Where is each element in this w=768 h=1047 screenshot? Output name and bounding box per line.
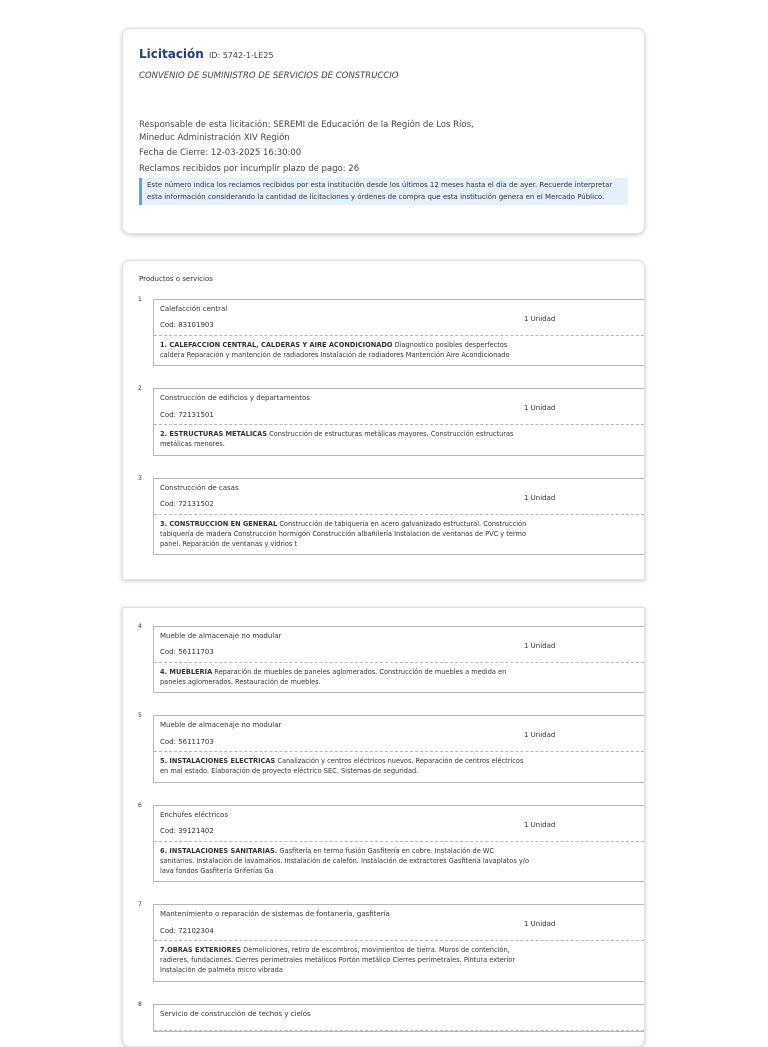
products-card	[122, 260, 645, 580]
product-item	[138, 385, 628, 455]
desc-text: Construcción de tabiquería en acero galvanizado estructural. Construcción tabiquería de madera Construcción hormigón Construcción albañilería Instalación de ventanas de PVC y termo panel. Reparación de ventanas y vidrios t	[160, 519, 527, 548]
item-number: 1	[138, 296, 142, 303]
product-box	[153, 299, 645, 366]
product-quantity: 1 Unidad	[524, 642, 556, 650]
product-code: Cod: 56111703	[160, 737, 214, 746]
tender-id: ID: 5742-1-LE25	[208, 51, 274, 60]
desc-lead: 5. INSTALACIONES ELECTRICAS	[160, 757, 276, 766]
product-name: Enchufes eléctricos	[160, 810, 228, 819]
product-header	[154, 716, 645, 752]
product-code: Cod: 72131502	[160, 500, 214, 509]
product-item	[138, 623, 628, 693]
product-name: Mueble de almacenaje no modular	[160, 721, 282, 730]
product-item	[138, 901, 628, 982]
product-description	[154, 752, 536, 781]
desc-text: Gasfitería en termo fusión Gasfitería en cobre. Instalación de WC sanitarios. Instalación de lavamanos. Instalación de calefón. Instalación de extractores Gasfitería lavaplatos y/o lava fondos Gasfitería Griferías Ga	[160, 846, 530, 875]
product-quantity: 1 Unidad	[524, 731, 556, 740]
product-description	[154, 842, 536, 882]
product-code: Cod: 83101903	[160, 321, 214, 330]
product-box	[153, 478, 645, 556]
product-box	[153, 626, 645, 693]
product-code: Cod: 72102304	[160, 926, 214, 935]
product-box	[153, 1004, 645, 1032]
item-number: 4	[138, 623, 142, 630]
product-name: Calefacción central	[160, 305, 228, 313]
product-description	[154, 663, 536, 692]
product-item	[138, 1000, 628, 1032]
claims-info-box: Este número indica los reclamos recibidos por esta institución desde los últimos 12 meses hasta el día de ayer. Recuerde interpretar esta información considerando la cantidad de licitaciones y órdenes de compra que esta institución genera en el Mercado Público.	[139, 178, 628, 206]
tender-header-card	[122, 28, 645, 234]
product-description	[154, 941, 536, 981]
desc-lead: 3. CONSTRUCCION EN GENERAL	[160, 519, 278, 528]
product-header	[154, 300, 645, 336]
product-name: Construcción de casas	[160, 483, 239, 492]
product-name: Construcción de edificios y departamentos	[160, 394, 310, 403]
product-header	[154, 1005, 645, 1031]
product-quantity: 1 Unidad	[524, 493, 556, 502]
desc-lead: 2. ESTRUCTURAS METÁLICAS	[160, 430, 267, 439]
product-header	[154, 479, 645, 515]
responsable-text	[139, 119, 628, 145]
section-title: Productos o servicios	[139, 275, 213, 283]
product-name: Mantenimiento o reparación de sistemas de fontanería, gasfitería	[160, 910, 390, 919]
desc-text: Reparación de muebles de paneles aglomerados. Construcción de muebles a medida en paneles aglomerados. Restauración de muebles.	[160, 667, 507, 687]
product-item	[138, 474, 628, 556]
responsable-line-1: Responsable de esta licitación: SEREMI de Educación de la Región de Los Ríos,	[139, 120, 474, 130]
desc-text: Diagnostico posibles desperfectos caldera Reparación y mantención de radiadores Instalación de radiadores Mantención Aire Acondicionado	[160, 340, 510, 360]
item-number: 6	[138, 801, 142, 809]
product-header	[154, 905, 645, 941]
responsable-line-2: Mineduc Administración XIV Región	[139, 133, 290, 144]
tender-subtitle: CONVENIO DE SUMINISTRO DE SERVICIOS DE CONSTRUCCIO	[139, 71, 399, 81]
product-box	[153, 715, 645, 782]
products-card-continued	[122, 607, 645, 1047]
desc-lead: 4. MUEBLERIA	[160, 667, 213, 676]
product-quantity: 1 Unidad	[524, 820, 556, 829]
item-number: 2	[138, 385, 142, 393]
product-name: Mueble de almacenaje no modular	[160, 632, 282, 640]
desc-lead: 6. INSTALACIONES SANITARIAS.	[160, 846, 278, 855]
product-header	[154, 627, 645, 663]
desc-text: Construcción de estructuras metálicas mayores. Construcción estructuras metálicas menores.	[160, 430, 514, 449]
item-number: 5	[138, 712, 142, 720]
product-header	[154, 806, 645, 842]
product-box	[153, 904, 645, 982]
product-item	[138, 712, 628, 782]
product-item	[138, 801, 628, 883]
product-description	[154, 425, 536, 454]
product-description	[154, 515, 536, 555]
product-name: Servicio de construcción de techos y cielos	[160, 1009, 311, 1018]
desc-lead: 1. CALEFACCION CENTRAL, CALDERAS Y AIRE ACONDICIONADO	[160, 340, 393, 349]
claims-count: Reclamos recibidos por incumplir plazo de pago: 26	[139, 163, 360, 174]
desc-text: Demoliciones, retiro de escombros, movimientos de tierra. Muros de contención, radieres, fundaciones. Cierres perimetrales metálicos Portón metálico Cierres perimetrales. Pintura exterior Instalación de palmeta micro vibrada	[160, 946, 516, 975]
product-box	[153, 388, 645, 455]
product-quantity: 1 Unidad	[524, 315, 556, 323]
product-item	[138, 296, 628, 366]
desc-text: Canalización y centros eléctricos nuevos. Reparación de centros eléctricos en mal estado. Elaboración de proyecto eléctrico SEC. Sistemas de seguridad.	[160, 757, 524, 776]
product-code: Cod: 56111703	[160, 648, 214, 657]
page-title: Licitación	[139, 47, 204, 61]
closing-date: Fecha de Cierre: 12-03-2025 16:30:00	[139, 148, 302, 159]
product-quantity: 1 Unidad	[524, 920, 556, 929]
title-line	[139, 43, 628, 62]
product-header	[154, 389, 645, 425]
tender-meta	[139, 119, 628, 176]
product-box	[153, 805, 645, 883]
item-number: 8	[138, 1000, 142, 1008]
item-number: 3	[138, 474, 142, 482]
product-quantity: 1 Unidad	[524, 404, 556, 413]
item-number: 7	[138, 901, 142, 909]
desc-lead: 7.OBRAS EXTERIORES	[160, 946, 242, 955]
product-code: Cod: 39121402	[160, 827, 214, 836]
product-description	[154, 336, 536, 365]
product-code: Cod: 72131501	[160, 410, 214, 419]
